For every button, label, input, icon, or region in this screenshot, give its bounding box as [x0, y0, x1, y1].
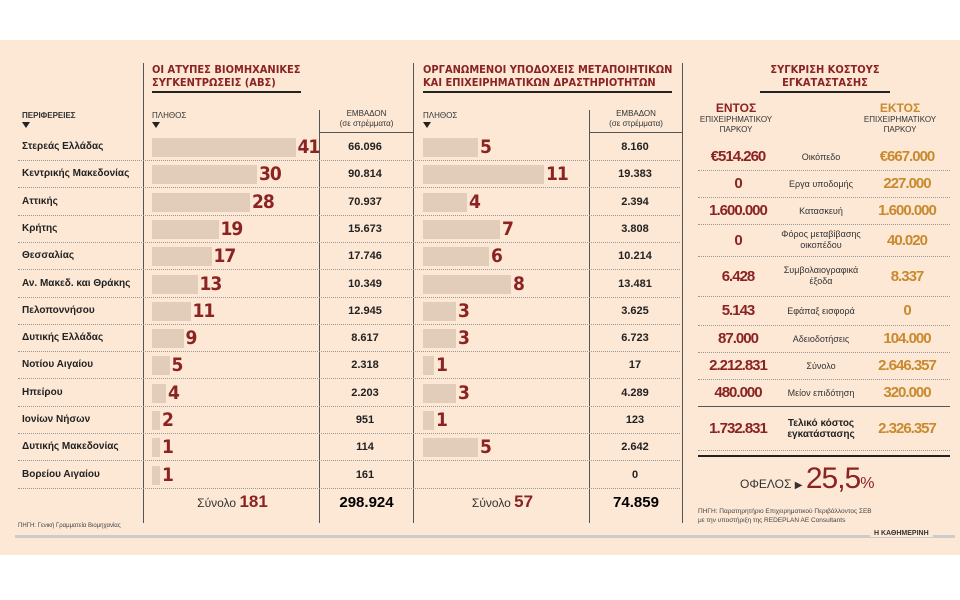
ovp-count-bar [423, 356, 434, 375]
inside-value: 1.732.831 [709, 420, 767, 437]
cost-item-label: Συμβολαιογραφικά έξοδα [783, 265, 859, 286]
ovp-area-value: 3.808 [621, 222, 649, 235]
ovp-count-bar [423, 411, 434, 430]
divider [698, 455, 950, 457]
inside-value: 5.143 [721, 302, 755, 319]
ovp-title-line1: ΟΡΓΑΝΩΜΕΝΟΙ ΥΠΟΔΟΧΕΙΣ ΜΕΤΑΠΟΙΗΤΙΚΩΝ [423, 63, 673, 76]
abe-count-value: 17 [213, 245, 236, 268]
abe-total-count: 181 [239, 492, 268, 511]
abe-count-value: 2 [162, 409, 173, 431]
abe-area-value: 90.814 [348, 168, 382, 181]
table-row [18, 189, 680, 216]
cost-row [698, 257, 950, 297]
ovp-count-bar [423, 247, 489, 266]
inside-value: 0 [734, 231, 742, 249]
abe-count-value: 11 [192, 299, 215, 322]
abe-area-header [320, 109, 413, 133]
abe-count-bar [152, 384, 166, 403]
ovp-total-count: 57 [514, 492, 534, 511]
source-left: ΠΗΓΗ: Γενική Γραμματεία Βιομηχανίας [18, 523, 121, 529]
park-line2: ΠΑΡΚΟΥ [719, 125, 753, 134]
table-row [18, 434, 680, 461]
area-header-unit: (σε στρέμματα) [609, 119, 663, 128]
ovp-area-value: 8.160 [621, 141, 649, 153]
ovp-count-bar [423, 384, 456, 403]
abe-count-bar [152, 138, 296, 157]
abe-total-area: 298.924 [339, 494, 394, 511]
area-header-text: ΕΜΒΑΔΟΝ [616, 109, 656, 118]
source-line1: ΠΗΓΗ: Παρατηρητήριο Επιχειρηματικού Περιβάλλοντος ΣΕΒ [698, 508, 872, 515]
cost-row [698, 144, 950, 171]
inside-value: 87.000 [718, 330, 758, 347]
ovp-total-area: 74.859 [613, 494, 659, 511]
inside-value: 0 [734, 175, 742, 192]
cost-title-line2: ΕΓΚΑΤΑΣΤΑΣΗΣ [782, 76, 868, 89]
abe-area-value: 12.945 [348, 304, 382, 317]
ovp-count-bar [423, 220, 500, 239]
source-line2: με την υποστήριξη της REDEPLAN AE Consultants [698, 517, 846, 524]
park-line2: ΠΑΡΚΟΥ [883, 125, 917, 134]
ovp-count-bar [423, 302, 456, 321]
benefit-value: 25,5 [805, 462, 861, 495]
table-row [18, 352, 680, 379]
region-name: Στερεάς Ελλάδας [22, 141, 104, 152]
ovp-count-bar [423, 438, 478, 457]
abe-count-bar [152, 193, 250, 212]
ovp-area-value: 4.289 [621, 386, 649, 399]
region-name: Αττικής [22, 195, 58, 207]
ovp-count-value: 6 [491, 245, 502, 268]
ovp-area-value: 123 [625, 414, 645, 426]
outside-value: 1.600.000 [878, 202, 936, 219]
ovp-area-value: 6.723 [621, 332, 649, 345]
inside-value: 6.428 [721, 267, 755, 285]
abe-count-bar [152, 329, 184, 348]
ovp-count-value: 5 [480, 436, 491, 459]
table-row [18, 216, 680, 243]
outside-value: 8.337 [890, 267, 924, 285]
cost-item-label: Οικόπεδο [801, 152, 841, 162]
ovp-count-value: 3 [458, 327, 469, 350]
cost-item-label: Κατασκευή [799, 206, 843, 216]
ovp-area-value: 19.383 [618, 168, 652, 181]
cost-item-label: Εφάπαξ εισφορά [787, 306, 855, 316]
region-name: Κρήτης [22, 222, 58, 234]
source-right [698, 507, 872, 525]
ovp-count-value: 3 [458, 381, 469, 404]
down-arrow-icon [152, 122, 160, 128]
table-row [18, 243, 680, 270]
ovp-count-value: 1 [436, 354, 447, 377]
region-name: Βορείου Αιγαίου [22, 468, 100, 480]
ovp-count-value: 4 [469, 190, 480, 213]
abe-count-bar [152, 165, 257, 184]
ovp-count-value: 1 [436, 409, 447, 431]
inside-value: €514.260 [710, 148, 766, 165]
abe-area-value: 2.203 [351, 386, 379, 399]
cost-row [698, 326, 950, 353]
ovp-title [423, 63, 672, 93]
ovp-count-bar [423, 165, 544, 184]
abe-title [152, 63, 301, 93]
abe-count-value: 1 [162, 436, 173, 459]
down-arrow-icon [22, 122, 30, 128]
cost-row [698, 380, 950, 407]
region-name: Νοτίου Αιγαίου [22, 359, 94, 371]
table-row [18, 407, 680, 434]
divider [682, 63, 683, 523]
area-header-text: ΕΜΒΑΔΟΝ [346, 109, 387, 118]
count-header-text: ΠΛΗΘΟΣ [423, 111, 458, 120]
benefit-label: ΟΦΕΛΟΣ [740, 477, 792, 491]
down-arrow-icon [423, 122, 431, 128]
ovp-area-value: 2.642 [621, 441, 649, 454]
region-name: Πελοποννήσου [22, 304, 95, 316]
cost-item-label: Φόρος μεταβίβασης οικοπέδου [781, 229, 861, 250]
abe-count-bar [152, 356, 170, 375]
abe-count-value: 19 [220, 217, 243, 240]
area-header-unit: (σε στρέμματα) [339, 119, 394, 128]
outside-value: 2.646.357 [878, 357, 936, 374]
ovp-count-value: 8 [513, 272, 524, 295]
outside-label: ΕΚΤΟΣ [879, 101, 921, 115]
ovp-count-bar [423, 138, 478, 157]
abe-area-value: 8.617 [351, 332, 379, 345]
abe-count-value: 41 [297, 136, 320, 158]
abe-area-value: 15.673 [348, 222, 382, 235]
cost-row [698, 225, 950, 257]
ovp-area-value: 0 [631, 468, 639, 481]
abe-area-value: 114 [356, 441, 374, 454]
cost-row [698, 171, 950, 198]
ovp-area-header [590, 109, 682, 133]
inside-value: 480.000 [714, 384, 762, 401]
total-label: Σύνολο [197, 496, 237, 510]
abe-count-bar [152, 438, 160, 457]
region-name: Θεσσαλίας [22, 250, 75, 262]
arrow-right-icon: ▶ [794, 480, 803, 491]
region-name: Κεντρικής Μακεδονίας [22, 168, 130, 180]
regions-header [22, 111, 76, 131]
inside-label: ΕΝΤΟΣ [715, 101, 757, 115]
table-row [18, 380, 680, 407]
ovp-count-bar [423, 329, 456, 348]
abe-count-value: 9 [185, 327, 197, 350]
outside-value: 320.000 [883, 384, 931, 401]
abe-area-value: 2.318 [351, 359, 379, 372]
cost-row [698, 297, 950, 326]
abe-count-bar [152, 466, 160, 485]
abe-count-value: 13 [199, 272, 222, 295]
regions-header-text: ΠΕΡΙΦΕΡΕΙΕΣ [22, 111, 76, 120]
abe-title-line1: ΟΙ ΑΤΥΠΕΣ ΒΙΟΜΗΧΑΝΙΚΕΣ [152, 63, 301, 76]
ovp-area-value: 3.625 [621, 304, 649, 317]
inside-value: 2.212.831 [709, 357, 767, 374]
cost-item-label: Εργα υποδομής [789, 179, 853, 189]
table-row [18, 161, 680, 188]
abe-count-bar [152, 247, 212, 266]
cost-row [698, 353, 950, 380]
credit: Η ΚΑΘΗΜΕΡΙΝΗ [870, 530, 933, 537]
region-name: Αν. Μακεδ. και Θράκης [22, 277, 131, 289]
ovp-area-value: 10.214 [618, 250, 652, 263]
outside-value: 104.000 [883, 330, 931, 347]
cost-row [698, 198, 950, 225]
ovp-count-bar [423, 275, 511, 294]
ovp-area-value: 13.481 [618, 277, 652, 290]
ovp-count-bar [423, 193, 467, 212]
abe-count-value: 1 [162, 463, 173, 486]
abe-count-value: 4 [168, 381, 179, 404]
table-row [18, 134, 680, 161]
inside-value: 1.600.000 [709, 202, 767, 219]
abe-area-value: 10.349 [348, 277, 382, 290]
bottom-rule [15, 535, 955, 538]
ovp-count-value: 7 [502, 217, 513, 240]
abe-area-value: 17.746 [348, 250, 382, 263]
cost-title [760, 63, 890, 93]
cost-item-label: Αδειοδοτήσεις [792, 334, 850, 344]
cost-row [698, 408, 950, 451]
cost-item-label: Μείον επιδότηση [787, 388, 855, 398]
outside-value: 2.326.357 [878, 420, 936, 437]
region-name: Ιονίων Νήσων [22, 414, 91, 425]
ovp-count-value: 3 [458, 299, 469, 322]
abe-count-bar [152, 302, 191, 321]
outside-value: 227.000 [883, 175, 931, 192]
cost-title-line1: ΣΥΓΚΡΙΣΗ ΚΟΣΤΟΥΣ [770, 63, 880, 76]
outside-value: 0 [903, 302, 911, 319]
table-row [18, 325, 680, 352]
outside-header [860, 101, 940, 135]
abe-count-value: 30 [259, 163, 281, 186]
ovp-total [420, 492, 585, 512]
inside-header [696, 101, 776, 135]
abe-count-bar [152, 220, 219, 239]
benefit-unit: % [860, 475, 875, 492]
ovp-count-value: 5 [480, 136, 491, 158]
abe-area-value: 951 [355, 414, 375, 426]
ovp-count-value: 11 [546, 163, 568, 186]
abe-title-line2: ΣΥΓΚΕΝΤΡΩΣΕΙΣ (ΑΒΣ) [152, 76, 276, 89]
ovp-area-value: 17 [628, 359, 642, 372]
cost-item-label: Σύνολο [806, 361, 836, 371]
abe-area-value: 161 [355, 468, 375, 481]
park-line1: ΕΠΙΧΕΙΡΗΜΑΤΙΚΟΥ [699, 115, 773, 124]
abe-count-value: 5 [171, 354, 183, 377]
total-label: Σύνολο [471, 496, 511, 510]
ovp-count-header [423, 111, 457, 131]
abe-total [150, 492, 315, 512]
ovp-title-line2: ΚΑΙ ΕΠΙΧΕΙΡΗΜΑΤΙΚΩΝ ΔΡΑΣΤΗΡΙΟΤΗΤΩΝ [423, 76, 656, 89]
outside-value: €667.000 [879, 148, 935, 165]
region-name: Ηπείρου [22, 386, 63, 398]
ovp-area-value: 2.394 [621, 195, 649, 208]
table-row [18, 271, 680, 298]
count-header-text: ΠΛΗΘΟΣ [152, 111, 187, 120]
abe-area-value: 66.096 [348, 141, 382, 153]
abe-count-value: 28 [252, 190, 274, 213]
region-name: Δυτικής Ελλάδας [22, 332, 104, 344]
benefit [740, 462, 874, 496]
abe-area-value: 70.937 [348, 195, 382, 208]
table-row [18, 462, 680, 489]
region-name: Δυτικής Μακεδονίας [22, 441, 119, 453]
abe-count-bar [152, 411, 160, 430]
park-line1: ΕΠΙΧΕΙΡΗΜΑΤΙΚΟΥ [863, 115, 937, 124]
table-row [18, 298, 680, 325]
abe-count-header [152, 111, 186, 131]
cost-item-label: Τελικό κόστος εγκατάστασης [787, 417, 855, 440]
outside-value: 40.020 [887, 231, 927, 249]
abe-count-bar [152, 275, 198, 294]
